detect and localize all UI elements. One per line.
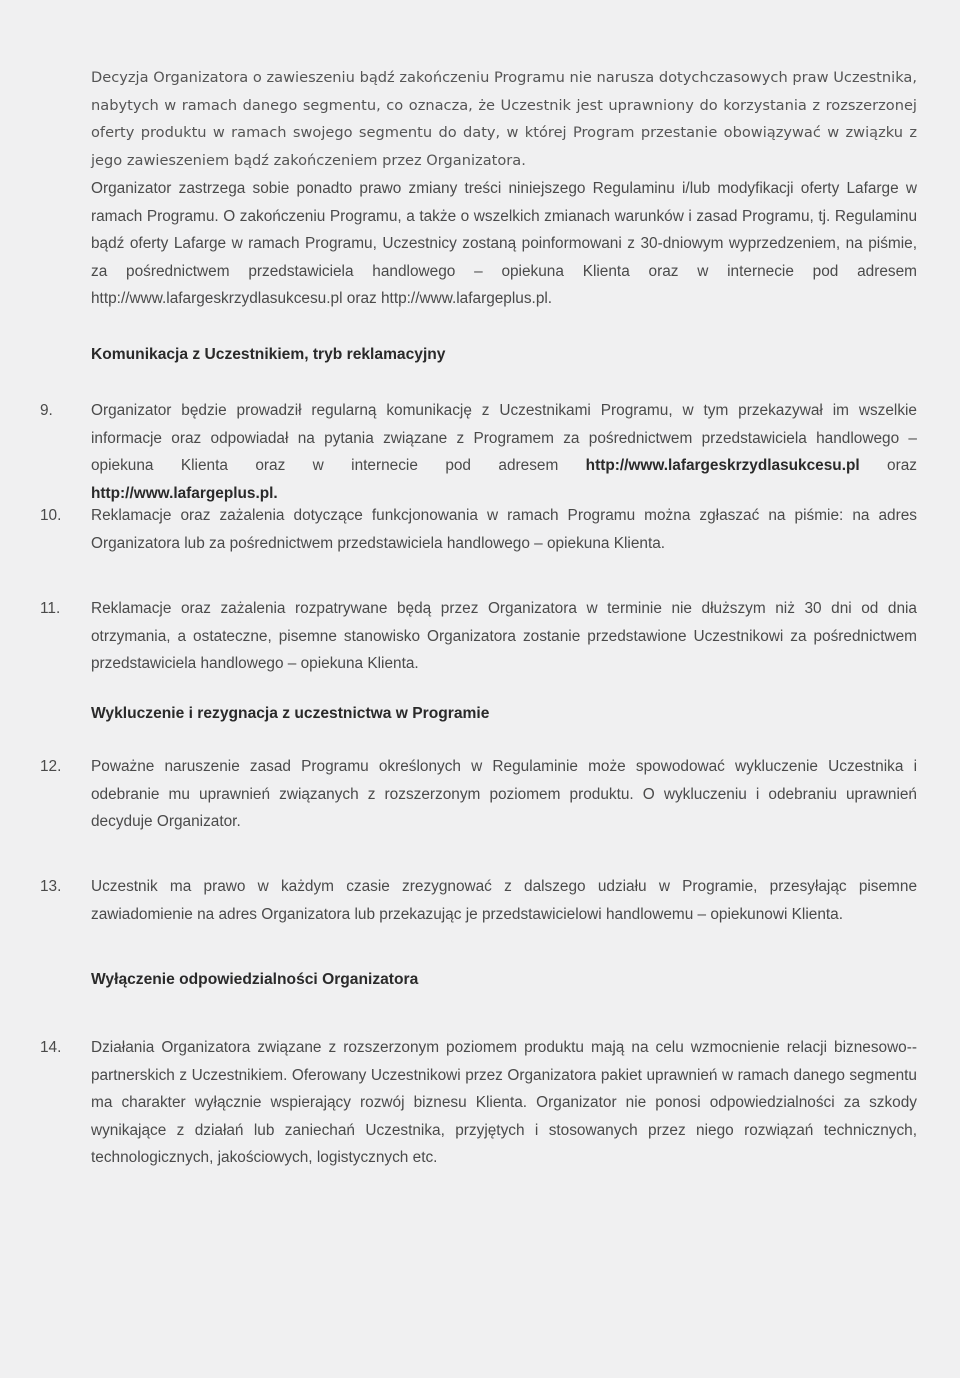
item-number-10: 10. [40, 507, 62, 524]
item-14-paragraph: Działania Organizatora związane z rozszerzonym poziomem produktu mają na celu wzmocnienie relacji biznesowo--partnerskich z Uczestnikiem. Oferowany Uczestnikowi przez Organizatora pakiet uprawnień w ramach danego segmentu ma charakter wyłącznie wspierający rozwój biznesu Klienta. Organizator nie ponosi odpowiedzialności za szkody wynikające z działań lub zaniechań Uczestnika, przyjętych i stosowanych przez niego rozwiązań technicznych, technologicznych, jakościowych, logistycznych etc. [91, 1039, 917, 1167]
item-12-paragraph: Poważne naruszenie zasad Programu określonych w Regulaminie może spowodować wykluczenie Uczestnika i odebranie mu uprawnień związanych z rozszerzonym poziomem produktu. O wykluczeniu i odebraniu uprawnień decyduje Organizator. [91, 758, 917, 831]
item-13-paragraph: Uczestnik ma prawo w każdym czasie zrezygnować z dalszego udziału w Programie, przesyłając pisemne zawiadomienie na adres Organizatora lub przekazując je przedstawicielowi handlowemu – opiekunowi Klienta. [91, 878, 917, 923]
item-number-14: 14. [40, 1039, 62, 1056]
item-number-9: 9. [40, 402, 53, 419]
item-9-text: Organizator będzie prowadził regularną komunikację z Uczestnikami Programu, w tym przekazywał im wszelkie informacje oraz odpowiadał na pytania związane z Programem za pośrednictwem przedstawiciela handlowego – opiekuna Klienta oraz w internecie pod adresem [91, 402, 917, 475]
item-11-paragraph: Reklamacje oraz zażalenia rozpatrywane będą przez Organizatora w terminie nie dłuższym niż 30 dni od dnia otrzymania, a ostateczne, pisemne stanowisko Organizatora zostanie przedstawione Uczestnikowi za pośrednictwem przedstawiciela handlowego – opiekuna Klienta. [91, 600, 917, 673]
item-9-paragraph [91, 397, 917, 507]
item-9-conjunction: oraz [859, 457, 917, 475]
item-number-11: 11. [40, 600, 61, 617]
section-heading-exclusion: Wykluczenie i rezygnacja z uczestnictwa w Programie [91, 705, 490, 722]
section-heading-communication: Komunikacja z Uczestnikiem, tryb reklamacyjny [91, 346, 446, 363]
item-number-13: 13. [40, 878, 62, 895]
intro-paragraph-2: Organizator zastrzega sobie ponadto prawo zmiany treści niniejszego Regulaminu i/lub modyfikacji oferty Lafarge w ramach Programu. O zakończeniu Programu, a także o wszelkich zmianach warunków i zasad Programu, tj. Regulaminu bądź oferty Lafarge w ramach Programu, Uczestnicy zostaną poinformowani z 30-dniowym wyprzedzeniem, na piśmie, za pośrednictwem przedstawiciela handlowego – opiekuna Klienta oraz w internecie pod adresem http://www.lafargeskrzydlasukcesu.pl oraz http://www.lafargeplus.pl. [91, 180, 917, 308]
item-number-12: 12. [40, 758, 62, 775]
link-lafargeplus[interactable]: http://www.lafargeplus.pl. [91, 484, 278, 502]
intro-paragraph-1: Decyzja Organizatora o zawieszeniu bądź zakończeniu Programu nie narusza dotychczasowych praw Uczestnika, nabytych w ramach danego segmentu, co oznacza, że Uczestnik jest uprawniony do korzystania z rozszerzonej oferty produktu w ramach swojego segmentu do daty, w której Program przestanie obowiązywać w związku z jego zawieszeniem bądź zakończeniem przez Organizatora. [91, 69, 917, 169]
section-heading-liability: Wyłączenie odpowiedzialności Organizatora [91, 971, 419, 988]
link-skrzydla-sukcesu[interactable]: http://www.lafargeskrzydlasukcesu.pl [585, 457, 860, 475]
item-10-paragraph: Reklamacje oraz zażalenia dotyczące funkcjonowania w ramach Programu można zgłaszać na piśmie: na adres Organizatora lub za pośrednictwem przedstawiciela handlowego – opiekuna Klienta. [91, 507, 917, 552]
